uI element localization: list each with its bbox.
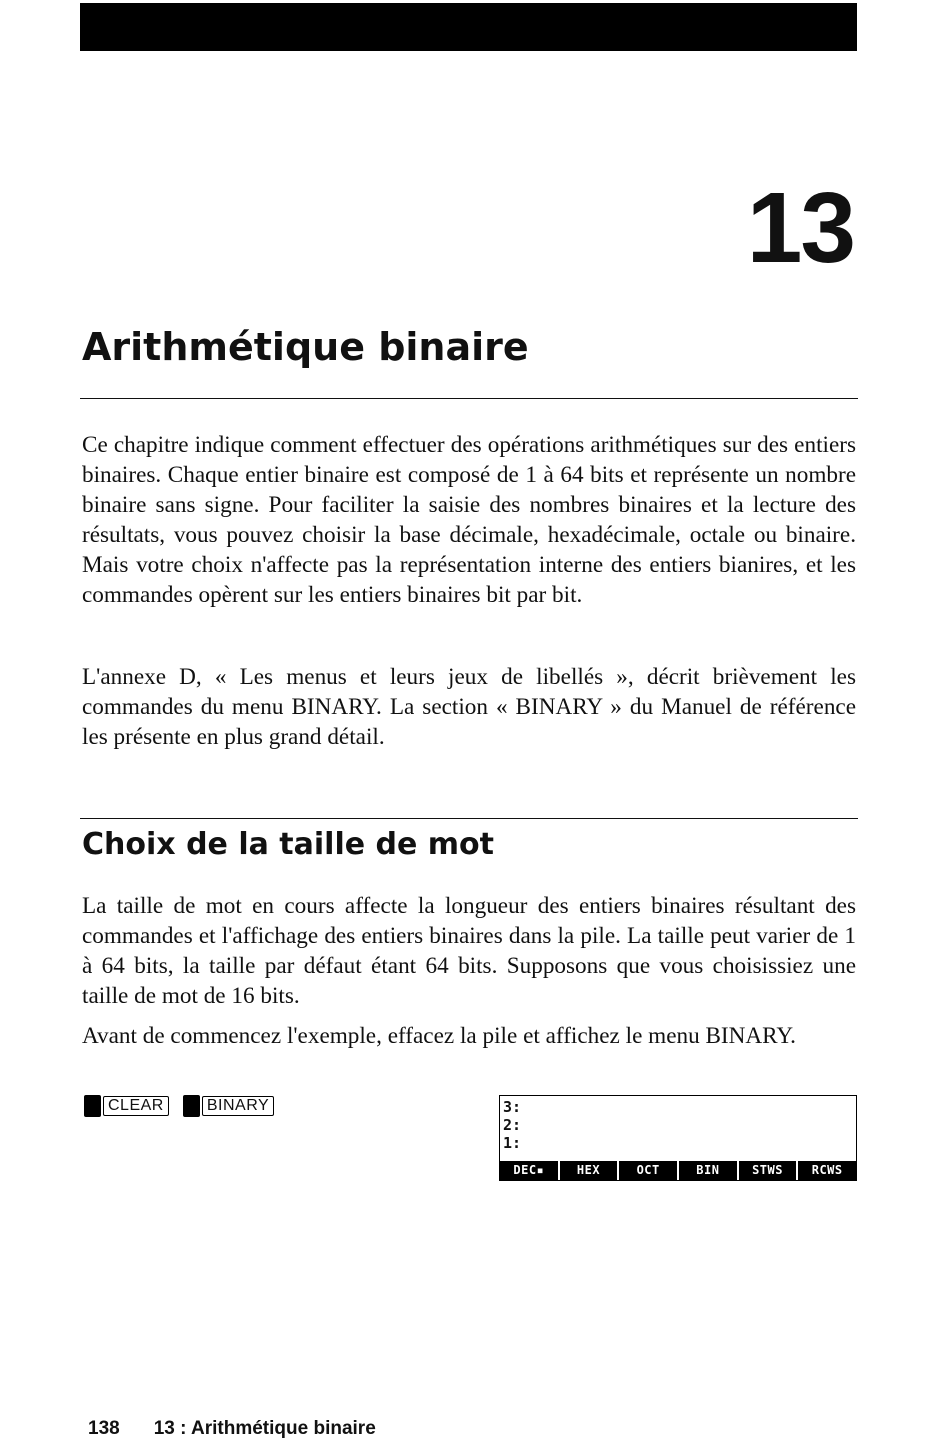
stack-levels [503, 1098, 521, 1152]
calculator-display [499, 1095, 857, 1181]
shift-key-icon [183, 1095, 200, 1117]
keystroke-sequence [84, 1095, 288, 1117]
chapter-number: 13 [746, 172, 854, 284]
softkey-bin: BIN [679, 1161, 737, 1180]
section-paragraph: La taille de mot en cours affecte la longueur des entiers binaires résultant des commandes et l'affichage des entiers binaires dans la pile. La taille peut varier de 1 à 64 bits, la taille par défaut étant 64 bits. Supposons que vous choisissiez une taille de mot de 16 bits. [82, 893, 856, 1009]
softkey-oct: OCT [619, 1161, 677, 1180]
chapter-header-bar [80, 3, 857, 51]
shift-key-icon [84, 1095, 101, 1117]
stack-level-3: 3: [503, 1098, 522, 1116]
softkey-stws: STWS [739, 1161, 797, 1180]
softkey-dec: DEC▪ [500, 1161, 558, 1180]
title-rule [80, 398, 858, 399]
running-title: 13 : Arithmétique binaire [153, 1418, 376, 1439]
section-rule [80, 818, 858, 819]
stack-level-1: 1: [503, 1134, 522, 1152]
intro-paragraph: Ce chapitre indique comment effectuer des opérations arithmétiques sur des entiers binaires. Chaque entier binaire est composé de 1 à 64 bits et représente un nombre binaire sans signe. Pour faciliter la saisie des nombres binaires et la lecture des résultats, vous pouvez choisir la base décimale, hexadécimale, octale ou binaire. Mais votre choix n'affecte pas la représentation interne des entiers bianires, et les commandes opèrent sur les entiers binaires bit par bit. [82, 432, 856, 608]
clear-key: CLEAR [103, 1096, 169, 1116]
softkey-rcws: RCWS [798, 1161, 856, 1180]
chapter-title: Arithmétique binaire [82, 325, 529, 369]
menu-softkeys [500, 1161, 856, 1180]
section-title: Choix de la taille de mot [82, 827, 495, 862]
section-paragraph-2: Avant de commencez l'exemple, effacez la pile et affichez le menu BINARY. [82, 1023, 796, 1049]
softkey-hex: HEX [560, 1161, 618, 1180]
stack-level-2: 2: [503, 1116, 522, 1134]
binary-key: BINARY [202, 1096, 274, 1116]
page-number: 138 [88, 1418, 120, 1439]
annex-paragraph: L'annexe D, « Les menus et leurs jeux de libellés », décrit brièvement les commandes du menu BINARY. La section « BINARY » du Manuel de référence les présente en plus grand détail. [82, 664, 856, 750]
page-footer [88, 1418, 376, 1440]
